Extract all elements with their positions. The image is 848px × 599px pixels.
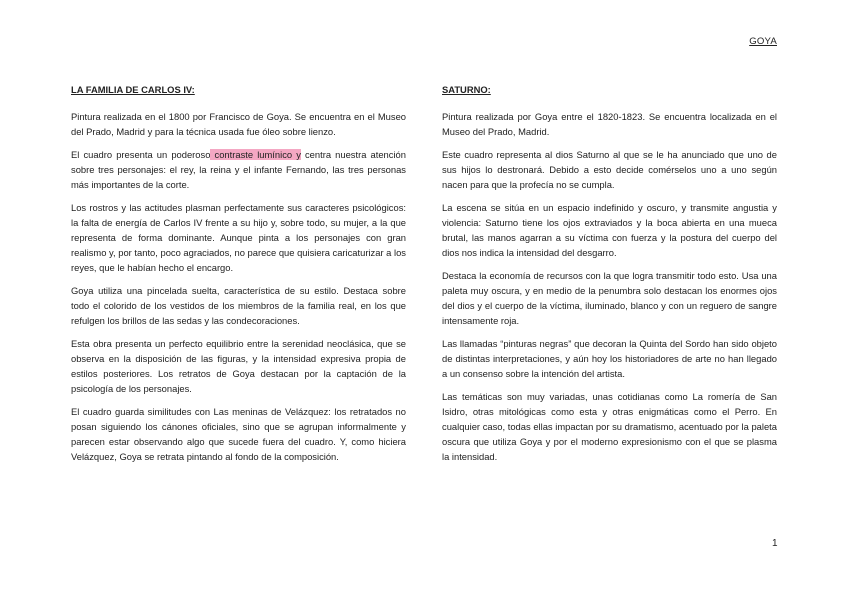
page-number: 1: [772, 538, 778, 549]
paragraph: El cuadro guarda similitudes con Las meninas de Velázquez: los retratados no posan siguiendo los cánones oficiales, sino que se agrupan informalmente y parecen estar observando algo que sucede fuera del cuadro. Y, como hiciera Velázquez, Goya se retrata pintando al fondo de la composición.: [71, 406, 406, 462]
highlighted-text[interactable]: contraste lumínico y: [210, 149, 301, 160]
paragraph: La escena se sitúa en un espacio indefinido y oscuro, y transmite angustia y violencia: Saturno tiene los ojos extraviados y la boca abierta en una mueca brutal, las manos agarran a su víctima con fuerza y la postura del cuerpo del dios nos indica la intensidad del desgarro.: [442, 202, 777, 258]
paragraph: Esta obra presenta un perfecto equilibrio entre la serenidad neoclásica, que se observa en la disposición de las figuras, y la intensidad expresiva propia de estilos posteriores. Los retratos de Goya destacan por la captación de la psicología de los personajes.: [71, 338, 406, 394]
paragraph: Pintura realizada en el 1800 por Francisco de Goya. Se encuentra en el Museo del Prado, Madrid y para la técnica usada fue óleo sobre lienzo.: [71, 111, 406, 137]
paragraph-text: El cuadro presenta un poderoso: [71, 149, 211, 160]
section-title-saturno: SATURNO:: [442, 84, 491, 95]
paragraph: Los rostros y las actitudes plasman perfectamente sus caracteres psicológicos: la falta de energía de Carlos IV frente a su hijo y, sobre todo, su mujer, a la que representa de forma dominante. Aunque pinta a los personajes con gran realismo y, por tanto, poco agraciados, no parece que quisiera caricaturizar a los reyes, que le habían hecho el encargo.: [71, 202, 406, 273]
right-column: [442, 84, 777, 472]
left-column: [71, 84, 406, 472]
paragraph: Pintura realizada por Goya entre el 1820-1823. Se encuentra localizada en el Museo del Prado, Madrid.: [442, 111, 777, 137]
paragraph: Las temáticas son muy variadas, unas cotidianas como La romería de San Isidro, otras mitológicas como esta y otras enigmáticas como el Perro. En cualquier caso, todas ellas impactan por su dramatismo, acentuado por la paleta oscura que utiliza Goya y por el moderno expresionismo con el que se plasma la intensidad.: [442, 391, 777, 462]
page-header: GOYA: [749, 36, 777, 47]
paragraph: Goya utiliza una pincelada suelta, característica de su estilo. Destaca sobre todo el colorido de los vestidos de los miembros de la familia real, en los que refulgen los brillos de las sedas y las condecoraciones.: [71, 285, 406, 326]
paragraph: Destaca la economía de recursos con la que logra transmitir todo esto. Usa una paleta muy oscura, y en medio de la penumbra solo destacan los enormes ojos del dios y el cuerpo de la víctima, iluminado, blanco y con un reguero de sangre intensamente roja.: [442, 270, 777, 326]
paragraph: Las llamadas “pinturas negras” que decoran la Quinta del Sordo han sido objeto de distintas interpretaciones, y aún hoy los historiadores de arte no han llegado a un consenso sobre la intención del artista.: [442, 338, 777, 379]
paragraph-text: centra nuestra atención sobre tres personajes: el rey, la reina y el infante Fernando, las tres personas más importantes de la corte.: [71, 149, 406, 190]
paragraph-with-highlight: [71, 147, 406, 192]
paragraph: Este cuadro representa al dios Saturno al que se le ha anunciado que uno de sus hijos lo destronará. Debido a esto decide comérselos uno a uno según nacen para que la profecía no se cumpla.: [442, 149, 777, 190]
section-title-familia-carlos-iv: LA FAMILIA DE CARLOS IV:: [71, 84, 195, 95]
